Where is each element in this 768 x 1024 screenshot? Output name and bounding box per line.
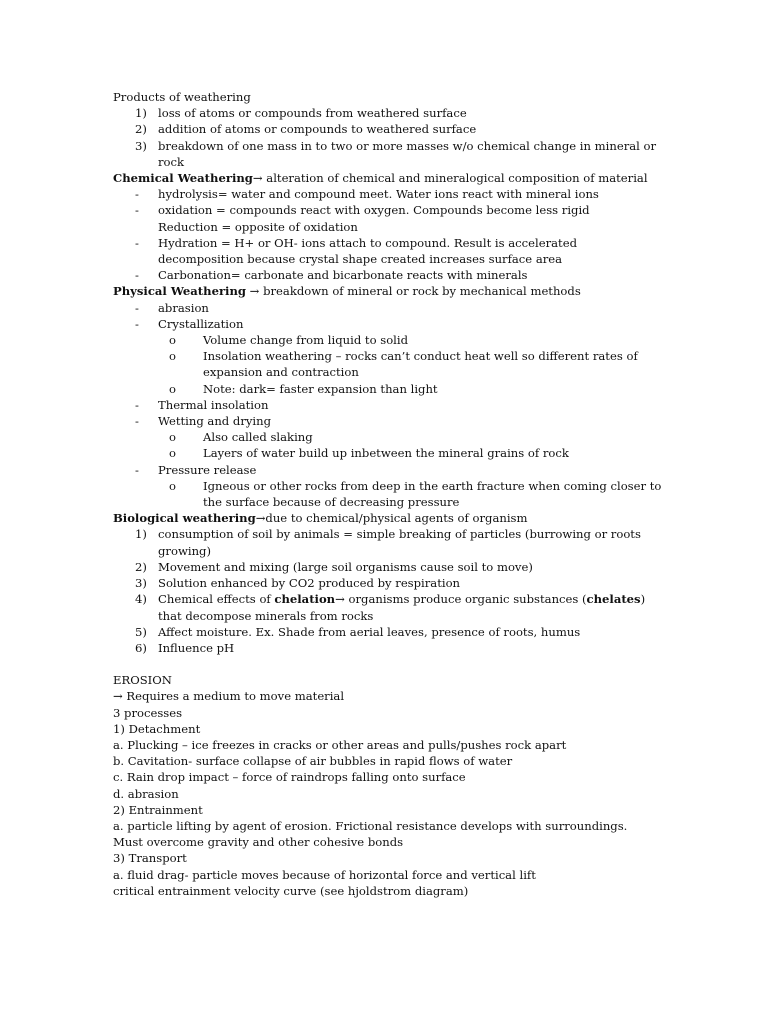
dash-marker: -: [135, 203, 139, 218]
physical-weathering-desc: breakdown of mineral or rock by mechanical methods: [259, 284, 581, 299]
biological-item-2: [113, 559, 668, 575]
arrow-icon: →: [255, 511, 266, 526]
physical-item-pressure: [113, 462, 668, 478]
item-text: Hydration = H+ or OH- ions attach to compound. Result is accelerated decomposition because crystal shape created increases surface area: [158, 235, 577, 267]
biological-item-1: [113, 526, 658, 558]
item-text: oxidation = compounds react with oxygen. Compounds become less rigid Reduction = opposite of oxidation: [158, 203, 590, 234]
physical-item-abrasion: [113, 300, 668, 316]
arrow-icon: →: [246, 284, 260, 299]
products-title: Products of weathering: [113, 90, 251, 104]
item-text: Volume change from liquid to solid: [203, 333, 409, 348]
bullet-marker: o: [169, 349, 176, 364]
physical-item-thermal: [113, 397, 668, 413]
crystallization-subitem-3: [113, 381, 668, 397]
list-marker: 1): [135, 106, 147, 121]
list-marker: 3): [135, 576, 147, 591]
erosion-line: a. fluid drag- particle moves because of horizontal force and vertical lift: [113, 867, 536, 882]
erosion-line: c. Rain drop impact – force of raindrops falling onto surface: [113, 770, 466, 785]
item-text: loss of atoms or compounds from weathered surface: [158, 106, 467, 121]
chemical-item-4: [113, 267, 668, 283]
erosion-line: a. Plucking – ice freezes in cracks or other areas and pulls/pushes rock apart: [113, 737, 567, 752]
product-item-2: [113, 121, 668, 137]
bullet-marker: o: [169, 333, 176, 348]
dash-marker: -: [135, 462, 139, 477]
dash-marker: -: [135, 268, 139, 283]
dash-marker: -: [135, 300, 139, 315]
item-text: Carbonation= carbonate and bicarbonate reacts with minerals: [158, 268, 528, 283]
wetting-subitem-1: [113, 429, 668, 445]
physical-weathering-heading: Physical Weathering: [113, 284, 246, 299]
biological-weathering-desc: due to chemical/physical agents of organism: [265, 511, 528, 526]
item-text: hydrolysis= water and compound meet. Water ions react with mineral ions: [158, 187, 599, 202]
bullet-marker: o: [169, 381, 176, 396]
biological-weathering-heading: Biological weathering: [113, 511, 256, 526]
item-text: Movement and mixing (large soil organisms cause soil to move): [158, 559, 533, 574]
product-item-1: [113, 105, 668, 121]
dash-marker: -: [135, 316, 139, 331]
crystallization-subitem-1: [113, 332, 668, 348]
bullet-marker: o: [169, 478, 176, 493]
item-text: Pressure release: [158, 462, 257, 477]
item-text: ) that decompose minerals from rocks: [158, 592, 646, 623]
erosion-line: 1) Detachment: [113, 721, 201, 736]
item-text: Layers of water build up inbetween the mineral grains of rock: [203, 446, 569, 461]
chelates-term: chelates: [586, 592, 641, 607]
erosion-line: 3 processes: [113, 705, 183, 720]
wetting-subitem-2: [113, 445, 668, 461]
list-marker: 2): [135, 122, 147, 137]
erosion-medium-line: [113, 688, 668, 704]
item-text: Also called slaking: [203, 430, 313, 445]
item-text: consumption of soil by animals = simple breaking of particles (burrowing or roots growing): [158, 527, 641, 558]
chemical-weathering-desc: alteration of chemical and mineralogical composition of material: [262, 171, 648, 186]
item-text: Insolation weathering – rocks can’t conduct heat well so different rates of expansion and contraction: [203, 349, 638, 380]
bullet-marker: o: [169, 446, 176, 461]
item-text: Thermal insolation: [158, 397, 269, 412]
biological-item-4: [113, 591, 658, 623]
biological-item-6: [113, 640, 668, 656]
chemical-item-1: [113, 186, 668, 202]
chemical-item-3: [113, 235, 648, 267]
physical-weathering-heading-line: [113, 283, 668, 299]
item-text: abrasion: [158, 300, 209, 315]
item-text: Solution enhanced by CO2 produced by respiration: [158, 576, 461, 591]
list-marker: 6): [135, 640, 147, 655]
item-text: organisms produce organic substances (: [344, 592, 587, 607]
item-text: Note: dark= faster expansion than light: [203, 381, 438, 396]
item-text: Wetting and drying: [158, 414, 272, 429]
item-text: Affect moisture. Ex. Shade from aerial leaves, presence of roots, humus: [158, 624, 581, 639]
biological-item-3: [113, 575, 668, 591]
list-marker: 3): [135, 138, 147, 153]
arrow-icon: →: [113, 689, 123, 704]
physical-item-wetting: [113, 413, 668, 429]
dash-marker: -: [135, 187, 139, 202]
dash-marker: -: [135, 397, 139, 412]
erosion-line: b. Cavitation- surface collapse of air bubbles in rapid flows of water: [113, 754, 513, 769]
item-text: Influence pH: [158, 640, 235, 655]
erosion-line: 3) Transport: [113, 851, 187, 866]
chemical-item-2: [113, 202, 648, 234]
physical-item-crystallization: [113, 316, 668, 332]
erosion-line: a. particle lifting by agent of erosion. Frictional resistance develops with surroundings. Must overcome gravity and other cohesive bonds: [113, 818, 628, 850]
arrow-icon: →: [252, 171, 263, 186]
biological-weathering-heading-line: [113, 510, 668, 526]
pressure-subitem-1: [113, 478, 673, 510]
list-marker: 4): [135, 592, 147, 607]
item-text: Chemical effects of: [158, 592, 275, 607]
item-text: Igneous or other rocks from deep in the earth fracture when coming closer to the surface because of decreasing pressure: [203, 478, 662, 510]
arrow-icon: →: [335, 592, 345, 607]
erosion-line: 2) Entrainment: [113, 802, 203, 817]
bullet-marker: o: [169, 430, 176, 445]
list-marker: 1): [135, 527, 147, 542]
crystallization-subitem-2: [113, 348, 653, 380]
dash-marker: -: [135, 414, 139, 429]
chemical-weathering-heading-line: [113, 170, 668, 186]
erosion-line: critical entrainment velocity curve (see hjoldstrom diagram): [113, 883, 469, 898]
item-text: Crystallization: [158, 316, 244, 331]
product-item-3: [113, 138, 668, 170]
erosion-line: d. abrasion: [113, 786, 179, 801]
chemical-weathering-heading: Chemical Weathering: [113, 171, 253, 186]
item-text: breakdown of one mass in to two or more masses w/o chemical change in mineral or rock: [158, 138, 657, 169]
section-spacer: [113, 656, 668, 672]
biological-item-5: [113, 624, 668, 640]
chelation-term: chelation: [274, 592, 336, 607]
erosion-medium-text: Requires a medium to move material: [122, 689, 345, 704]
dash-marker: -: [135, 235, 139, 250]
erosion-title: EROSION: [113, 673, 172, 688]
list-marker: 5): [135, 624, 147, 639]
item-text: addition of atoms or compounds to weathered surface: [158, 122, 477, 137]
list-marker: 2): [135, 559, 147, 574]
